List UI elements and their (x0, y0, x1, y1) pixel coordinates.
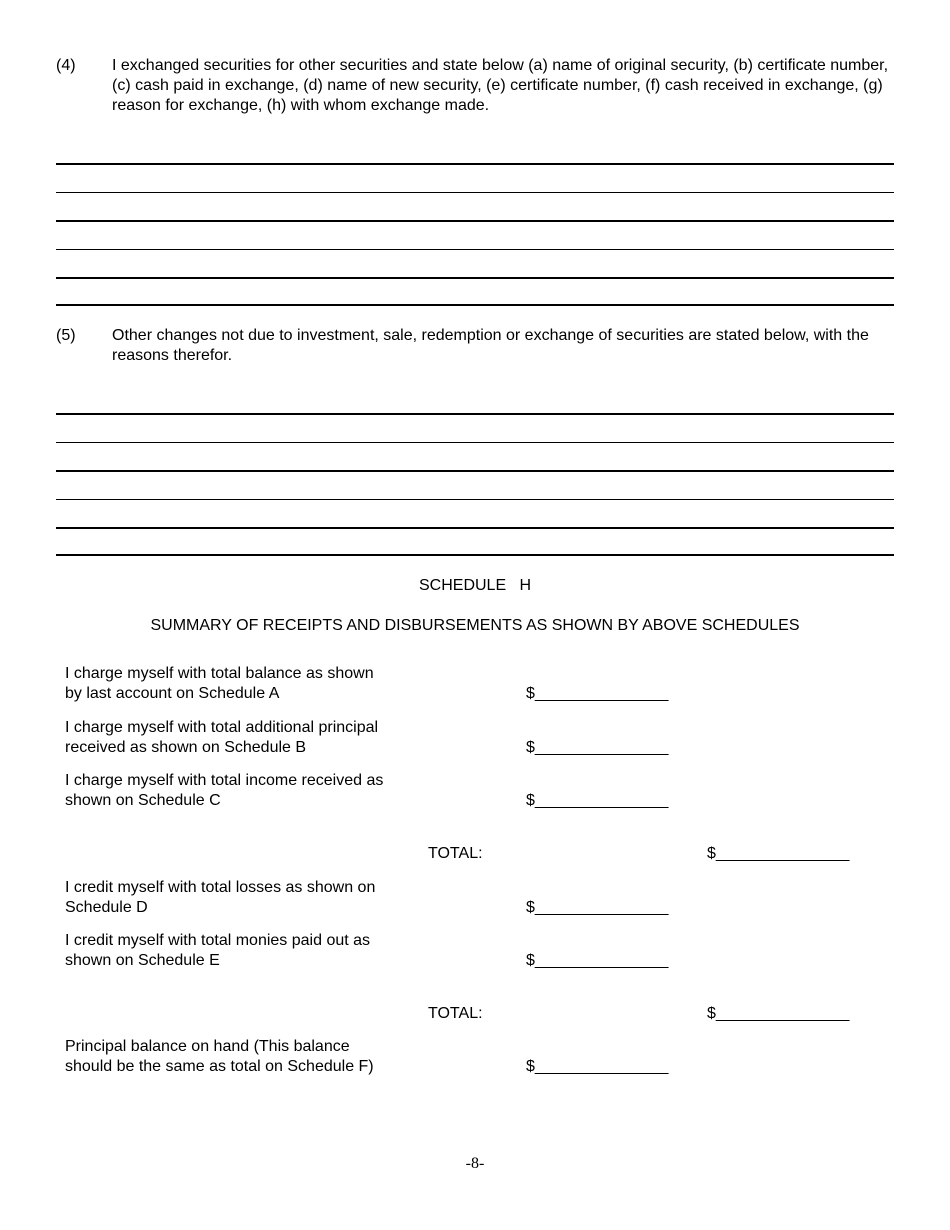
charge-income-amount-field[interactable]: $_______________ (526, 792, 669, 809)
item-5-text: Other changes not due to investment, sale, redemption or exchange of securities are stated below, with the reasons therefor. (112, 327, 869, 364)
item-5-answer-line-1[interactable] (56, 413, 894, 415)
total-credits-label: TOTAL: (428, 1005, 483, 1022)
item-4-number: (4) (56, 57, 76, 74)
total-charges-label: TOTAL: (428, 845, 483, 862)
item-4-answer-line-5[interactable] (56, 277, 894, 279)
credit-monies-label: I credit myself with total monies paid out as shown on Schedule E (65, 932, 371, 969)
item-4-text: I exchanged securities for other securities and state below (a) name of original security, (b) certificate number, (c) cash paid in exchange, (d) name of new security, (e) certificate number, (f) cash received in exchange, (g) reason for exchange, (h) with whom exchange made. (112, 57, 889, 114)
page-number: -8- (465, 1155, 485, 1172)
item-5-answer-line-5[interactable] (56, 527, 894, 529)
credit-losses-label: I credit myself with total losses as shown on Schedule D (65, 879, 376, 916)
principal-balance-amount-field[interactable]: $_______________ (526, 1058, 669, 1075)
principal-balance-label: Principal balance on hand (This balance should be the same as total on Schedule F) (65, 1038, 374, 1075)
charge-balance-amount-field[interactable]: $_______________ (526, 685, 669, 702)
charge-principal-amount-field[interactable]: $_______________ (526, 739, 669, 756)
charge-income-label: I charge myself with total income received as shown on Schedule C (65, 772, 384, 809)
charge-balance-label: I charge myself with total balance as shown by last account on Schedule A (65, 665, 374, 702)
credit-losses-amount-field[interactable]: $_______________ (526, 899, 669, 916)
total-charges-amount-field[interactable]: $_______________ (707, 845, 850, 862)
item-5-answer-line-6[interactable] (56, 554, 894, 556)
credit-monies-amount-field[interactable]: $_______________ (526, 952, 669, 969)
schedule-subtitle: SUMMARY OF RECEIPTS AND DISBURSEMENTS AS SHOWN BY ABOVE SCHEDULES (150, 617, 800, 634)
item-4-answer-line-1[interactable] (56, 163, 894, 165)
item-5-answer-line-3[interactable] (56, 470, 894, 472)
item-5-number: (5) (56, 327, 76, 344)
total-credits-amount-field[interactable]: $_______________ (707, 1005, 850, 1022)
item-5-answer-line-2[interactable] (56, 442, 894, 443)
item-5-answer-line-4[interactable] (56, 499, 894, 500)
item-4-answer-line-6[interactable] (56, 304, 894, 306)
schedule-title: SCHEDULE H (418, 577, 532, 594)
item-4-answer-line-2[interactable] (56, 192, 894, 193)
charge-principal-label: I charge myself with total additional principal received as shown on Schedule B (65, 719, 379, 756)
item-4-answer-line-4[interactable] (56, 249, 894, 250)
item-4-answer-line-3[interactable] (56, 220, 894, 222)
